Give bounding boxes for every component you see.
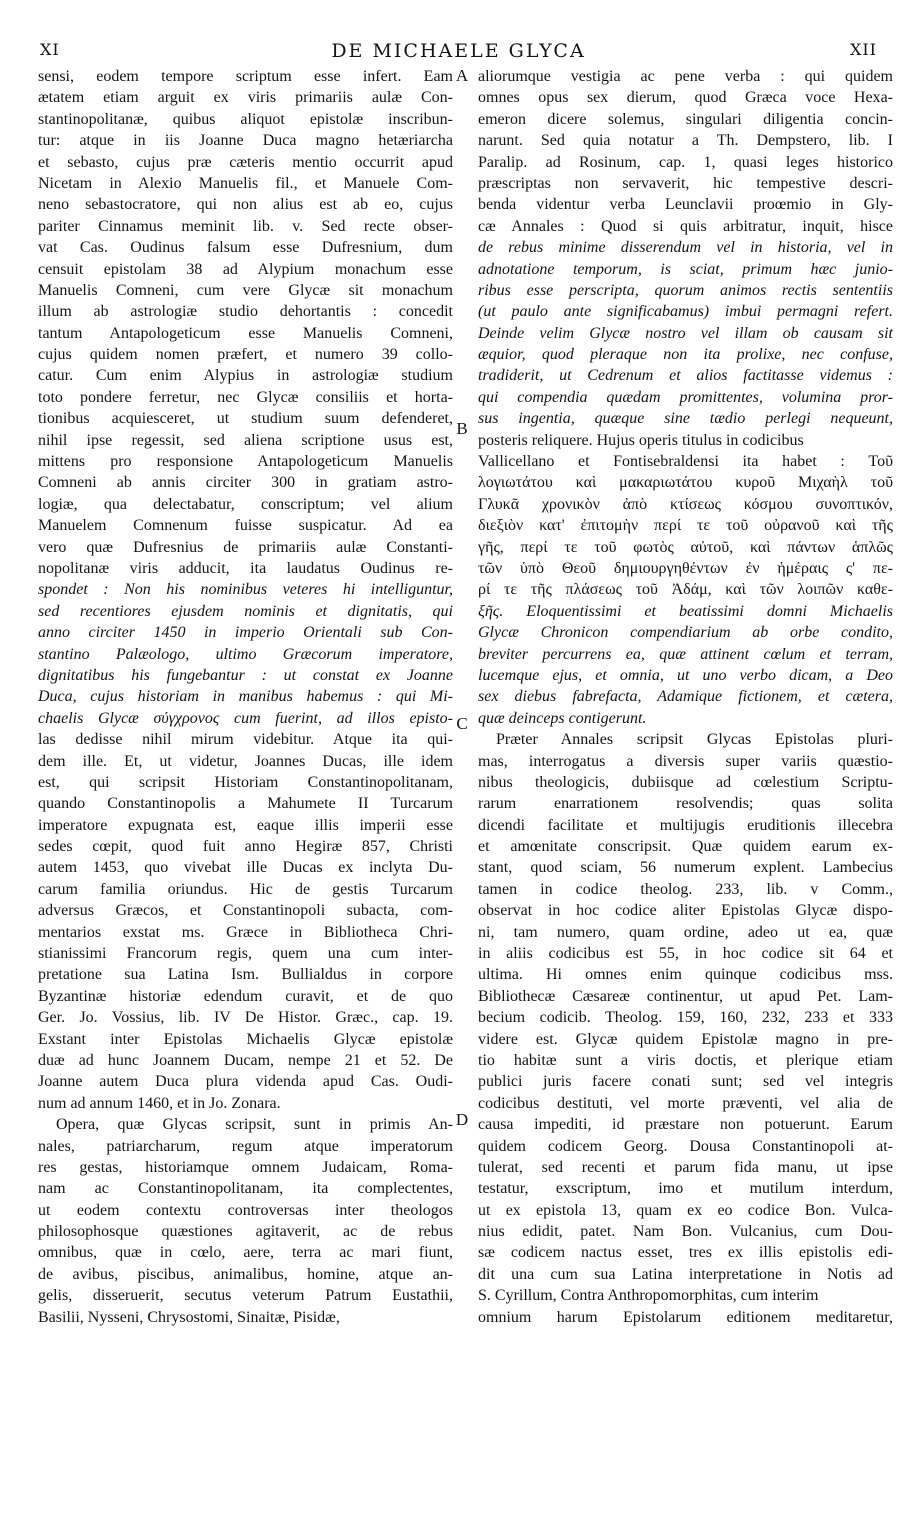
text-line: Manuelem Comnenum fuisse suspicatur. Ad ea xyxy=(38,517,453,535)
text-line: nibus theologicis, dubiisque ad cœlestium Scriptu- xyxy=(478,773,893,791)
right-text-column xyxy=(478,66,893,1328)
text-line: de avibus, piscibus, animalibus, homine, atque an- xyxy=(38,1265,453,1283)
text-line: aliorumque vestigia ac pene verba : qui quidem xyxy=(478,68,893,85)
text-line: ribus esse perscripta, quorum animos rectis sententiis xyxy=(478,281,893,299)
text-line: nales, patriarcharum, regum atque imperatorum xyxy=(38,1137,453,1155)
text-line: Deinde velim Glycæ nostro vel illam ob causam sit xyxy=(478,324,893,342)
text-line: Paralip. ad Rosinum, cap. 1, quasi leges historico xyxy=(478,153,893,171)
text-line: nius edidit, patet. Nam Bon. Vulcanius, cum Dou- xyxy=(478,1223,893,1241)
text-line: de rebus minime disserendum vel in historia, vel in xyxy=(478,239,893,257)
text-line: tulerat, sed recenti et parum fida manu, ut ipse xyxy=(478,1158,893,1176)
text-line: tantum Antapologeticum esse Manuelis Comneni, xyxy=(38,324,453,342)
text-line: res gestas, historiamque omnem Judaicam, Roma- xyxy=(38,1158,453,1176)
text-line: duæ ad hunc Joannem Ducam, nempe 21 et 52. De xyxy=(38,1051,453,1069)
left-page-number: XI xyxy=(40,40,60,59)
text-line: autem 1453, quo vivebat ille Ducas ex inclyta Du- xyxy=(38,859,453,877)
text-line: testatur, exscriptum, imo et mutilum interdum, xyxy=(478,1180,893,1198)
text-line: illum ab astrologiæ studio dehortantis : concedit xyxy=(38,303,453,321)
text-line: tradiderit, ut Cedrenum et alios factitasse videmus : xyxy=(478,367,893,385)
text-line: gelis, disseruerit, secutus veterum Patrum Eustathii, xyxy=(38,1287,453,1305)
text-line: æquior, quod pleraque non ita prolixe, nec confuse, xyxy=(478,346,893,364)
text-line: becium codicib. Theolog. 159, 160, 232, 233 et 333 xyxy=(478,1009,893,1027)
right-page-number: XII xyxy=(849,40,877,59)
text-line: breviter percurrens ea, quæ attinent cœlum et terram, xyxy=(478,645,893,663)
text-line: omnium harum Epistolarum editionem meditaretur, xyxy=(478,1308,893,1326)
text-line: publici juris facere conati sunt; sed vel integris xyxy=(478,1073,893,1091)
text-line: observat in hoc codice aliter Epistolas Glycæ dispo- xyxy=(478,902,893,920)
left-text-column xyxy=(38,66,453,1328)
text-line: Γλυκᾶ χρονικὸν ἀπὸ κτίσεως κόσμου συνοπτικόν, xyxy=(478,495,893,513)
text-line: nopolitanæ viris adducit, ita laudatus Oudinus re- xyxy=(38,559,453,577)
text-line: ni, tam numero, quam ordine, adeo ut ea, quæ xyxy=(478,923,893,941)
text-line: Glycæ Chronicon compendiarium ab orbe condito, xyxy=(478,624,893,642)
text-line: mittens pro responsione Antapologeticum Manuelis xyxy=(38,453,453,471)
running-title: DE MICHAELE GLYCA xyxy=(331,40,586,62)
text-line: Basilii, Nysseni, Chrysostomi, Sinaitæ, Pisidæ, xyxy=(38,1308,340,1326)
text-line: philosophosque quæstiones agitaverit, ac de rebus xyxy=(38,1223,453,1241)
text-line: stianissimi Francorum regis, quem una cum inter- xyxy=(38,945,453,963)
text-line: adversus Græcos, et Constantinopoli subacta, com- xyxy=(38,902,453,920)
text-line: qui compendia quædam promittentes, volumina pror- xyxy=(478,388,893,406)
text-line: ξῆς. Eloquentissimi et beatissimi domni Michaelis xyxy=(478,602,893,620)
text-line: præscriptas non servaverit, hic tempestive descri- xyxy=(478,174,893,192)
text-line: Duca, cujus historiam in manibus habemus : qui Mi- xyxy=(38,688,453,706)
text-line: tur: atque in iis Joanne Duca magno hetæriarcha xyxy=(38,132,453,150)
text-line: stantinopolitanæ, quibus aliquot epistolæ inscribun- xyxy=(38,110,453,128)
text-line: sus ingentia, quæque sine tædio perlegi nequeunt, xyxy=(478,410,893,428)
text-line: vero quæ Dufresnius de primariis aulæ Constanti- xyxy=(38,538,453,556)
text-line: adnotatione temporum, is sciat, primum hæc junio- xyxy=(478,260,893,278)
text-line: logiæ, qua delectabatur, conscriptum; vel alium xyxy=(38,495,453,513)
text-line: tionibus acquiesceret, ut studium suum defenderet, xyxy=(38,410,453,428)
text-line: sedes cœpit, quod fuit anno Hegiræ 857, Christi xyxy=(38,838,453,856)
text-line: est, qui scripsit Historiam Constantinopolitanam, xyxy=(38,773,453,791)
text-line: rarum enarrationem resolvendis; quas solita xyxy=(478,795,893,813)
text-line: in aliis codicibus est 55, in hoc codice sit 64 et xyxy=(478,945,893,963)
text-line: pariter Cinnamus meminit lib. v. Sed recte obser- xyxy=(38,217,453,235)
text-line: et amœnitate conscripsit. Quæ quidem earum ex- xyxy=(478,838,893,856)
text-line: sæ codicem nactus esset, tres ex illis epistolis edi- xyxy=(478,1244,893,1262)
text-line: posteris reliquere. Hujus operis titulus in codicibus xyxy=(478,431,804,449)
text-line: causa impediti, id præstare non potuerunt. Earum xyxy=(478,1116,893,1134)
text-line: imperatore expugnata est, eaque illis imperii esse xyxy=(38,816,453,834)
text-line: dit una cum sua Latina interpretatione in Notis ad xyxy=(478,1265,893,1283)
text-line: λογιωτάτου καὶ μακαριωτάτου κυροῦ Μιχαὴλ τοῦ xyxy=(478,474,893,492)
text-line: quidem codicem Georg. Dousa Constantinopoli at- xyxy=(478,1137,893,1155)
text-line: videre est. Glycæ quidem Epistolæ magno in pre- xyxy=(478,1030,893,1048)
margin-marker-b: B xyxy=(456,419,468,438)
text-line: quæ deinceps contigerunt. xyxy=(478,709,647,727)
text-line: nam ac Constantinopolitanam, ita complectentes, xyxy=(38,1180,453,1198)
text-line: (ut paulo ante significabamus) imbui permagni refert. xyxy=(478,303,893,321)
text-line: omnibus, quæ in cœlo, aere, terra ac mari fiunt, xyxy=(38,1244,453,1262)
text-line: τῶν ὑπὸ Θεοῦ δημιουργηθέντων ἐν ἡμέραις ς' πε- xyxy=(478,559,893,577)
text-line: Exstant inter Epistolas Michaelis Glycæ epistolæ xyxy=(38,1030,453,1048)
text-line: quando Constantinopolis a Mahumete II Turcarum xyxy=(38,795,453,813)
text-line: dignitatibus his fungebantur : ut constat ex Joanne xyxy=(38,666,453,684)
text-line: Comneni ab annis circiter 300 in gratiam astro- xyxy=(38,474,453,492)
text-line: spondet : Non his nominibus veteres hi intelliguntur, xyxy=(38,581,453,599)
text-line: dicendi facilitate et multijugis eruditionis illecebra xyxy=(478,816,893,834)
text-line: ætatem etiam arguit ex viris primariis aulæ Con- xyxy=(38,89,453,107)
text-line: carum familia oriundus. Hic de gestis Turcarum xyxy=(38,880,453,898)
text-line: num ad annum 1460, et in Jo. Zonara. xyxy=(38,1094,281,1112)
text-line: stant, quod sciam, 56 numerum explent. Lambecius xyxy=(478,859,893,877)
text-line: chaelis Glycæ σύγχρονος cum fuerint, ad illos episto- xyxy=(38,709,453,727)
text-line: Bibliothecæ Cæsareæ continentur, ut apud Pet. Lam- xyxy=(478,987,893,1005)
text-line: Nicetam in Alexio Manuelis fil., et Manuele Com- xyxy=(38,174,453,192)
text-line: Manuelis Comneni, cum vere Glycæ sit monachum xyxy=(38,281,453,299)
text-line: neno sebastocratore, qui non alius est ab eo, cujus xyxy=(38,196,453,214)
text-line: ρί τε τῆς πλάσεως τοῦ Ἀδάμ, καὶ τῶν λοιπῶν καθε- xyxy=(478,581,893,599)
text-line: emeron dicere solemus, singulari diligentia concin- xyxy=(478,110,893,128)
text-line: sensi, eodem tempore scriptum esse infert. Eam xyxy=(38,68,453,85)
text-line: benda videntur verba Leunclavii proœmio in Gly- xyxy=(478,196,893,214)
text-line: pretatione sua Latina Ism. Bullialdus in corpore xyxy=(38,966,453,984)
text-line: censuit epistolam 38 ad Alypium monachum esse xyxy=(38,260,453,278)
margin-marker-c: C xyxy=(456,714,468,733)
margin-marker-a: A xyxy=(455,66,469,85)
text-line: Opera, quæ Glycas scripsit, sunt in primis An- xyxy=(56,1116,453,1134)
margin-marker-d: D xyxy=(455,1110,469,1129)
text-line: cujus quidem nomen præfert, et numero 39 collo- xyxy=(38,346,453,364)
text-line: Ger. Jo. Vossius, lib. IV De Histor. Græc., cap. 19. xyxy=(38,1009,453,1027)
text-line: catur. Cum enim Alypius in astrologiæ studium xyxy=(38,367,453,385)
text-line: Joanne autem Duca plura videnda apud Cas. Oudi- xyxy=(38,1073,453,1091)
text-line: ultima. Hi omnes enim quinque codicibus mss. xyxy=(478,966,893,984)
page-header xyxy=(40,40,877,66)
text-line: toto pondere ferretur, nec Glycæ consiliis et horta- xyxy=(38,388,453,406)
text-line: omnes opus sex dierum, quod Græca voce Hexa- xyxy=(478,89,893,107)
text-line: mentarios exstat ms. Græce in Bibliotheca Chri- xyxy=(38,923,453,941)
text-line: lucemque ejus, et omnia, ut uno verbo dicam, a Deo xyxy=(478,666,893,684)
text-line: sex diebus fabrefacta, Adamique fictionem, et cætera, xyxy=(478,688,893,706)
text-line: mas, interrogatus a diversis super variis quæstio- xyxy=(478,752,893,770)
text-line: S. Cyrillum, Contra Anthropomorphitas, cum interim xyxy=(478,1287,819,1305)
text-line: ut eodem contextu controversas inter theologos xyxy=(38,1201,453,1219)
text-line: nihil ipse regessit, sed aliena scriptione usus est, xyxy=(38,431,453,449)
text-line: tio habitæ sunt a viris doctis, et plerique etiam xyxy=(478,1051,893,1069)
text-line: cæ Annales : Quod si quis arbitratur, inquit, hisce xyxy=(478,217,893,235)
text-line: stantino Palæologo, ultimo Græcorum imperatore, xyxy=(38,645,453,663)
text-line: vat Cas. Oudinus falsum esse Dufresnium, dum xyxy=(38,239,453,257)
text-line: tamen in codice theolog. 233, lib. v Comm., xyxy=(478,880,893,898)
text-line: las dedisse nihil mirum videbitur. Atque ita qui- xyxy=(38,731,453,749)
text-line: anno circiter 1450 in imperio Orientali sub Con- xyxy=(38,624,453,642)
text-line: codicibus destituti, vel morte præventi, vel alia de xyxy=(478,1094,893,1112)
text-line: γῆς, περί τε τοῦ φωτὸς αὐτοῦ, καὶ πάντων ἁπλῶς xyxy=(478,538,893,556)
text-line: Præter Annales scripsit Glycas Epistolas pluri- xyxy=(496,731,893,749)
text-line: sed recentiores ejusdem nominis et dignitatis, qui xyxy=(38,602,453,620)
text-line: dem ille. Et, ut videtur, Joannes Ducas, ille idem xyxy=(38,752,453,770)
text-line: narunt. Sed quia notatur a Th. Dempstero, lib. I xyxy=(478,132,893,150)
text-line: et sebasto, cujus præ cæteris mentio occurrit apud xyxy=(38,153,453,171)
text-line: διεξιὸν κατ' ἐπιτομὴν περί τε τοῦ οὐρανοῦ καὶ τῆς xyxy=(478,517,893,535)
text-line: Vallicellano et Fontisebraldensi ita habet : Τοῦ xyxy=(478,453,893,471)
text-line: Byzantinæ historiæ edendum curavit, et de quo xyxy=(38,987,453,1005)
text-line: ut ex epistola 13, quam ex eo codice Bon. Vulca- xyxy=(478,1201,893,1219)
